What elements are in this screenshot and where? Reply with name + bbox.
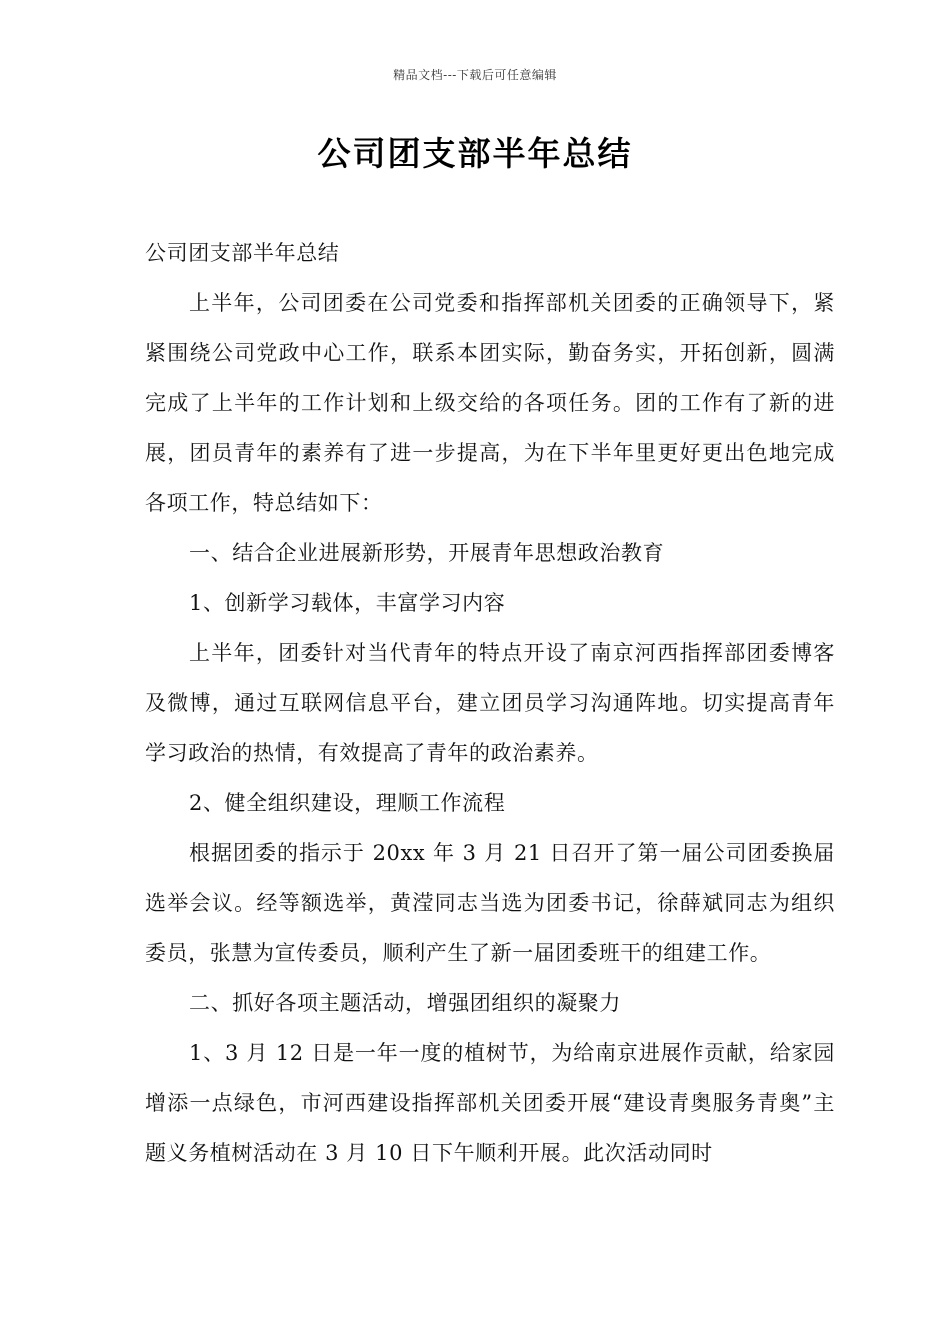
subsection-heading-1-1: 1、创新学习载体，丰富学习内容	[189, 591, 506, 615]
section-heading-2: 二、抓好各项主题活动，增强团组织的凝聚力	[189, 991, 621, 1015]
paragraph-election: 根据团委的指示于 20xx 年 3 月 21 日召开了第一届公司团委换届选举会议。经等额选举，黄滢同志当选为团委书记，徐薛斌同志为组织委员，张慧为宣传委员，顺利产生了新一届团委班干的组建工作。	[145, 841, 835, 965]
paragraph-study: 上半年，团委针对当代青年的特点开设了南京河西指挥部团委博客及微博，通过互联网信息平台，建立团员学习沟通阵地。切实提高青年学习政治的热情，有效提高了青年的政治素养。	[145, 641, 835, 765]
section-heading-1: 一、结合企业进展新形势，开展青年思想政治教育	[189, 541, 665, 565]
document-body	[145, 228, 835, 1178]
document-title: 公司团支部半年总结	[317, 134, 633, 173]
paragraph-intro: 上半年，公司团委在公司党委和指挥部机关团委的正确领导下，紧紧围绕公司党政中心工作，联系本团实际，勤奋务实，开拓创新，圆满完成了上半年的工作计划和上级交给的各项任务。团的工作有了新的进展，团员青年的素养有了进一步提高，为在下半年里更好更出色地完成各项工作，特总结如下：	[145, 291, 835, 515]
header-note: 精品文档---下载后可任意编辑	[393, 68, 557, 82]
document-subtitle: 公司团支部半年总结	[145, 241, 340, 265]
subsection-heading-1-2: 2、健全组织建设，理顺工作流程	[189, 791, 506, 815]
paragraph-tree-planting: 1、3 月 12 日是一年一度的植树节，为给南京进展作贡献，给家园增添一点绿色，市河西建设指挥部机关团委开展“建设青奥服务青奥”主题义务植树活动在 3 月 10 日下午顺利开展。此次活动同时	[145, 1041, 835, 1165]
